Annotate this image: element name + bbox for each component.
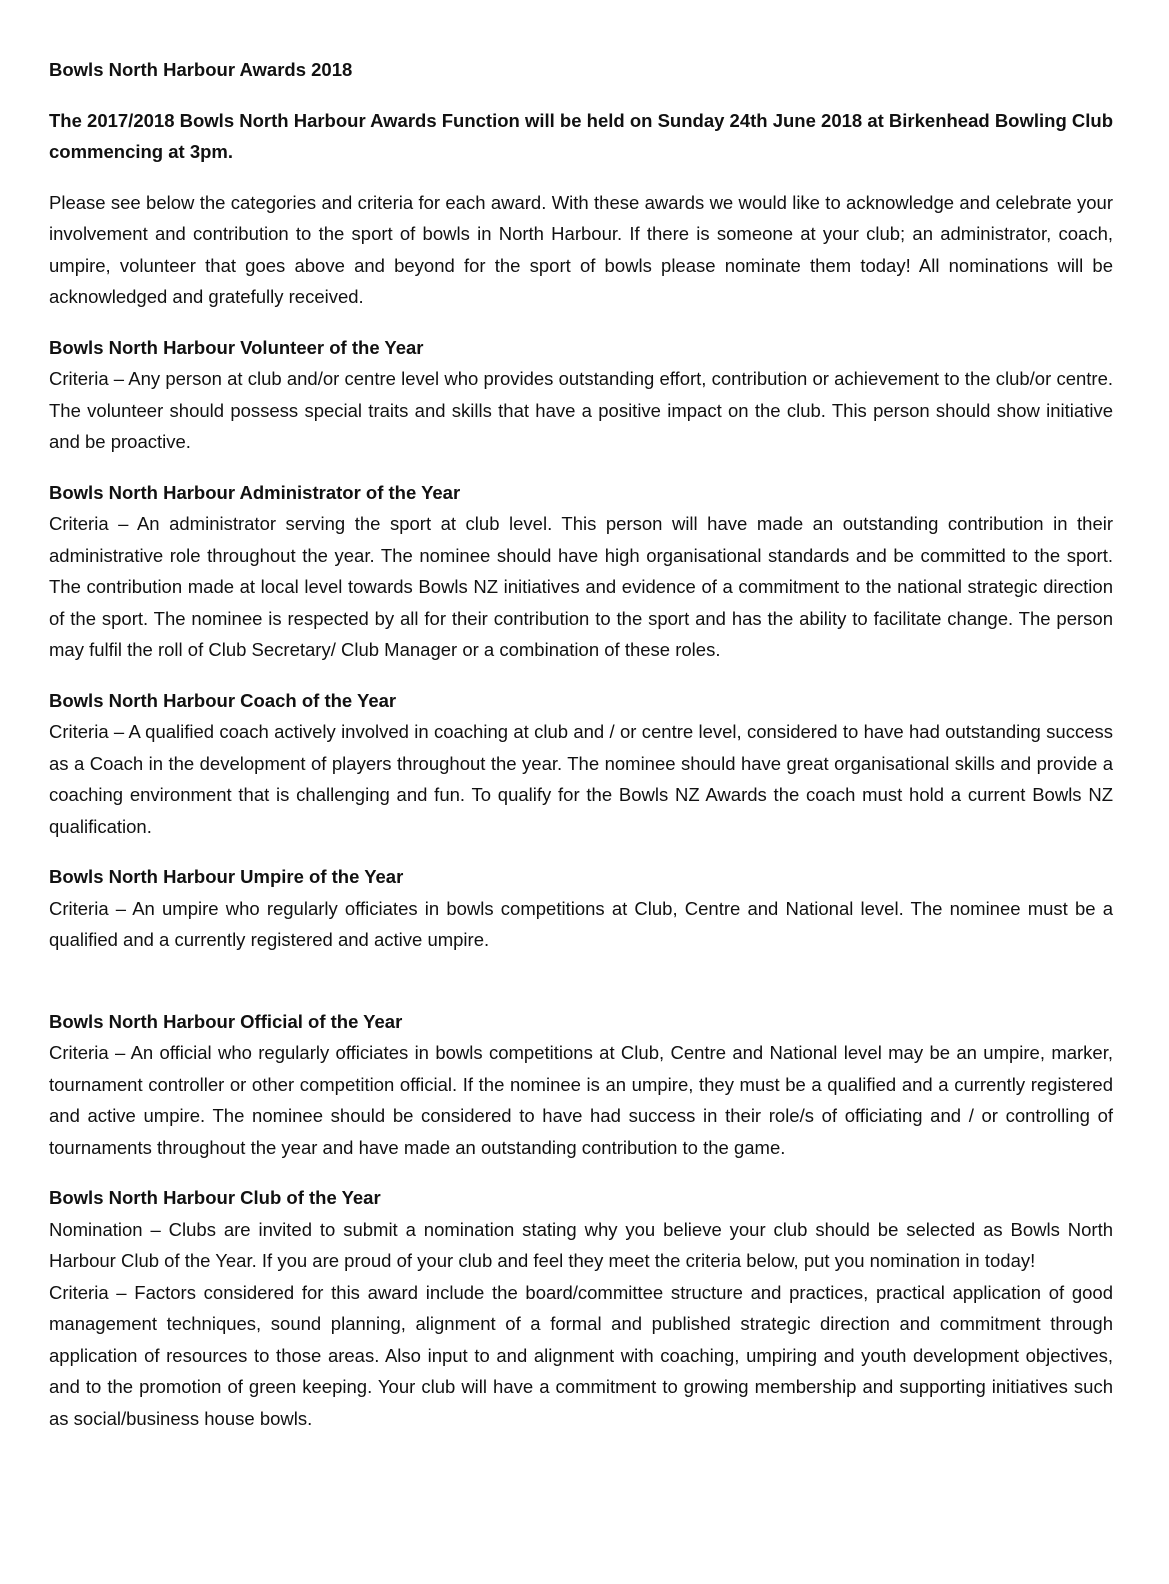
award-heading: Bowls North Harbour Administrator of the Year bbox=[49, 481, 461, 503]
award-club bbox=[49, 1182, 1113, 1434]
award-volunteer bbox=[49, 332, 1113, 458]
award-heading: Bowls North Harbour Volunteer of the Year bbox=[49, 336, 424, 358]
award-criteria: Criteria – Factors considered for this award include the board/committee structure and practices, practical application of good management techniques, sound planning, alignment of a formal and published strategic direction and commitment through application of resources to those areas. Also input to and alignment with coaching, umpiring and youth development objectives, and to the promotion of green keeping. Your club will have a commitment to growing membership and supporting initiatives such as social/business house bowls. bbox=[49, 1281, 1113, 1429]
award-official bbox=[49, 1006, 1113, 1164]
award-heading: Bowls North Harbour Umpire of the Year bbox=[49, 866, 404, 887]
event-announcement: The 2017/2018 Bowls North Harbour Awards Function will be held on Sunday 24th June 2018 at Birkenhead Bowling Club commencing at 3pm. bbox=[49, 109, 1113, 162]
award-criteria: Criteria – Any person at club and/or centre level who provides outstanding effort, contribution or achievement to the club/or centre. The volunteer should possess special traits and skills that have a positive impact on the club. This person should show initiative and be proactive. bbox=[49, 368, 1113, 452]
document-title: Bowls North Harbour Awards 2018 bbox=[49, 59, 353, 80]
award-criteria: Criteria – A qualified coach actively involved in coaching at club and / or centre level, considered to have had outstanding success as a Coach in the development of players throughout the year. The nominee should have great organisational skills and provide a coaching environment that is challenging and fun. To qualify for the Bowls NZ Awards the coach must hold a current Bowls NZ qualification. bbox=[49, 721, 1113, 837]
award-administrator bbox=[49, 477, 1113, 666]
award-criteria: Criteria – An umpire who regularly officiates in bowls competitions at Club, Centre and National level. The nominee must be a qualified and a currently registered and active umpire. bbox=[49, 897, 1113, 950]
award-criteria: Criteria – An administrator serving the sport at club level. This person will have made an outstanding contribution in their administrative role throughout the year. The nominee should have high organisational standards and be committed to the sport. The contribution made at local level towards Bowls NZ initiatives and evidence of a commitment to the national strategic direction of the sport. The nominee is respected by all for their contribution to the sport and has the ability to facilitate change. The person may fulfil the roll of Club Secretary/ Club Manager or a combination of these roles. bbox=[49, 513, 1113, 660]
intro-paragraph: Please see below the categories and criteria for each award. With these awards we would like to acknowledge and celebrate your involvement and contribution to the sport of bowls in North Harbour. If there is someone at your club; an administrator, coach, umpire, volunteer that goes above and beyond for the sport of bowls please nominate them today! All nominations will be acknowledged and gratefully received. bbox=[49, 191, 1113, 307]
award-nomination: Nomination – Clubs are invited to submit a nomination stating why you believe your club should be selected as Bowls North Harbour Club of the Year. If you are proud of your club and feel they meet the criteria below, put you nomination in today! bbox=[49, 1218, 1113, 1271]
award-heading: Bowls North Harbour Official of the Year bbox=[49, 1010, 403, 1032]
award-coach bbox=[49, 685, 1113, 843]
award-heading: Bowls North Harbour Club of the Year bbox=[49, 1187, 381, 1208]
document-page bbox=[49, 54, 1113, 1453]
award-criteria: Criteria – An official who regularly officiates in bowls competitions at Club, Centre and National level may be an umpire, marker, tournament controller or other competition official. If the nominee is an umpire, they must be a qualified and a currently registered and active umpire. The nominee should be considered to have had success in their role/s of officiating and / or controlling of tournaments throughout the year and have made an outstanding contribution to the game. bbox=[49, 1042, 1113, 1158]
award-heading: Bowls North Harbour Coach of the Year bbox=[49, 689, 397, 711]
award-umpire bbox=[49, 861, 1113, 956]
